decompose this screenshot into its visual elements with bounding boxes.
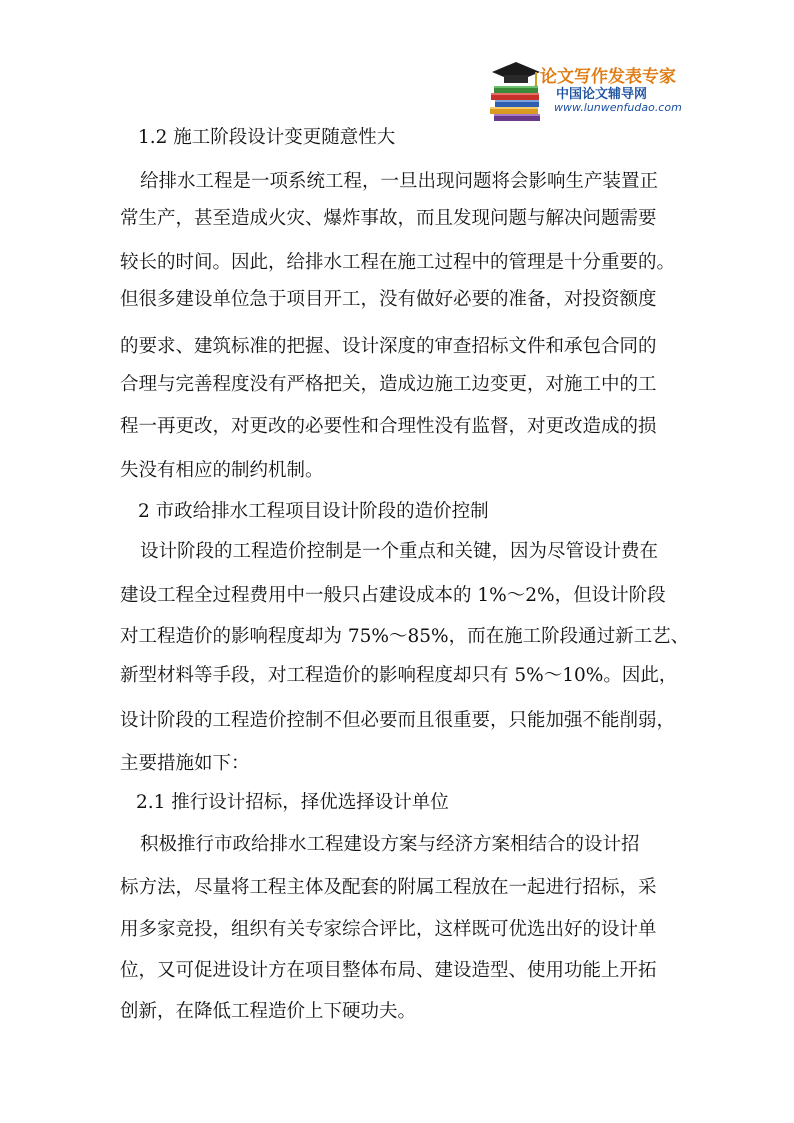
paragraph-line: 建设工程全过程费用中一般只占建设成本的 1%～2%，但设计阶段 (120, 585, 666, 606)
paragraph-line: 对工程造价的影响程度却为 75%～85%，而在施工阶段通过新工艺、 (120, 626, 690, 647)
paragraph-line: 设计阶段的工程造价控制不但必要而且很重要，只能加强不能削弱， (120, 710, 676, 731)
paragraph-line: 较长的时间。因此，给排水工程在施工过程中的管理是十分重要的。 (120, 252, 676, 273)
section-heading: 2 市政给排水工程项目设计阶段的造价控制 (138, 501, 489, 522)
paragraph-line: 失没有相应的制约机制。 (120, 460, 324, 481)
paragraph-line: 合理与完善程度没有严格把关，造成边施工边变更，对施工中的工 (120, 374, 657, 395)
paragraph-line: 程一再更改，对更改的必要性和合理性没有监督，对更改造成的损 (120, 416, 657, 437)
paragraph-line: 设计阶段的工程造价控制是一个重点和关键，因为尽管设计费在 (140, 541, 659, 562)
paragraph-line: 的要求、建筑标准的把握、设计深度的审查招标文件和承包合同的 (120, 336, 657, 357)
paragraph-line: 常生产，甚至造成火灾、爆炸事故，而且发现问题与解决问题需要 (120, 208, 657, 229)
paragraph-line: 给排水工程是一项系统工程，一旦出现问题将会影响生产装置正 (140, 171, 659, 192)
site-logo (488, 56, 682, 126)
section-heading: 1.2 施工阶段设计变更随意性大 (138, 127, 396, 148)
logo-url: www.lunwenfudao.com (554, 101, 682, 114)
paragraph-line: 用多家竞投，组织有关专家综合评比，这样既可优选出好的设计单 (120, 919, 657, 940)
paragraph-line: 标方法，尽量将工程主体及配套的附属工程放在一起进行招标，采 (120, 877, 657, 898)
logo-subtitle: 中国论文辅导网 (556, 87, 648, 102)
paragraph-line: 积极推行市政给排水工程建设方案与经济方案相结合的设计招 (140, 834, 640, 855)
logo-title: 论文写作发表专家 (540, 67, 676, 87)
paragraph-line: 创新，在降低工程造价上下硬功夫。 (120, 1001, 417, 1022)
section-heading: 2.1 推行设计招标，择优选择设计单位 (136, 792, 449, 813)
paragraph-line: 位，又可促进设计方在项目整体布局、建设造型、使用功能上开拓 (120, 960, 657, 981)
paragraph-line: 主要措施如下： (120, 753, 250, 774)
books-graduation-cap-icon (488, 58, 544, 124)
paragraph-line: 新型材料等手段，对工程造价的影响程度却只有 5%～10%。因此， (120, 665, 678, 686)
paragraph-line: 但很多建设单位急于项目开工，没有做好必要的准备，对投资额度 (120, 289, 657, 310)
